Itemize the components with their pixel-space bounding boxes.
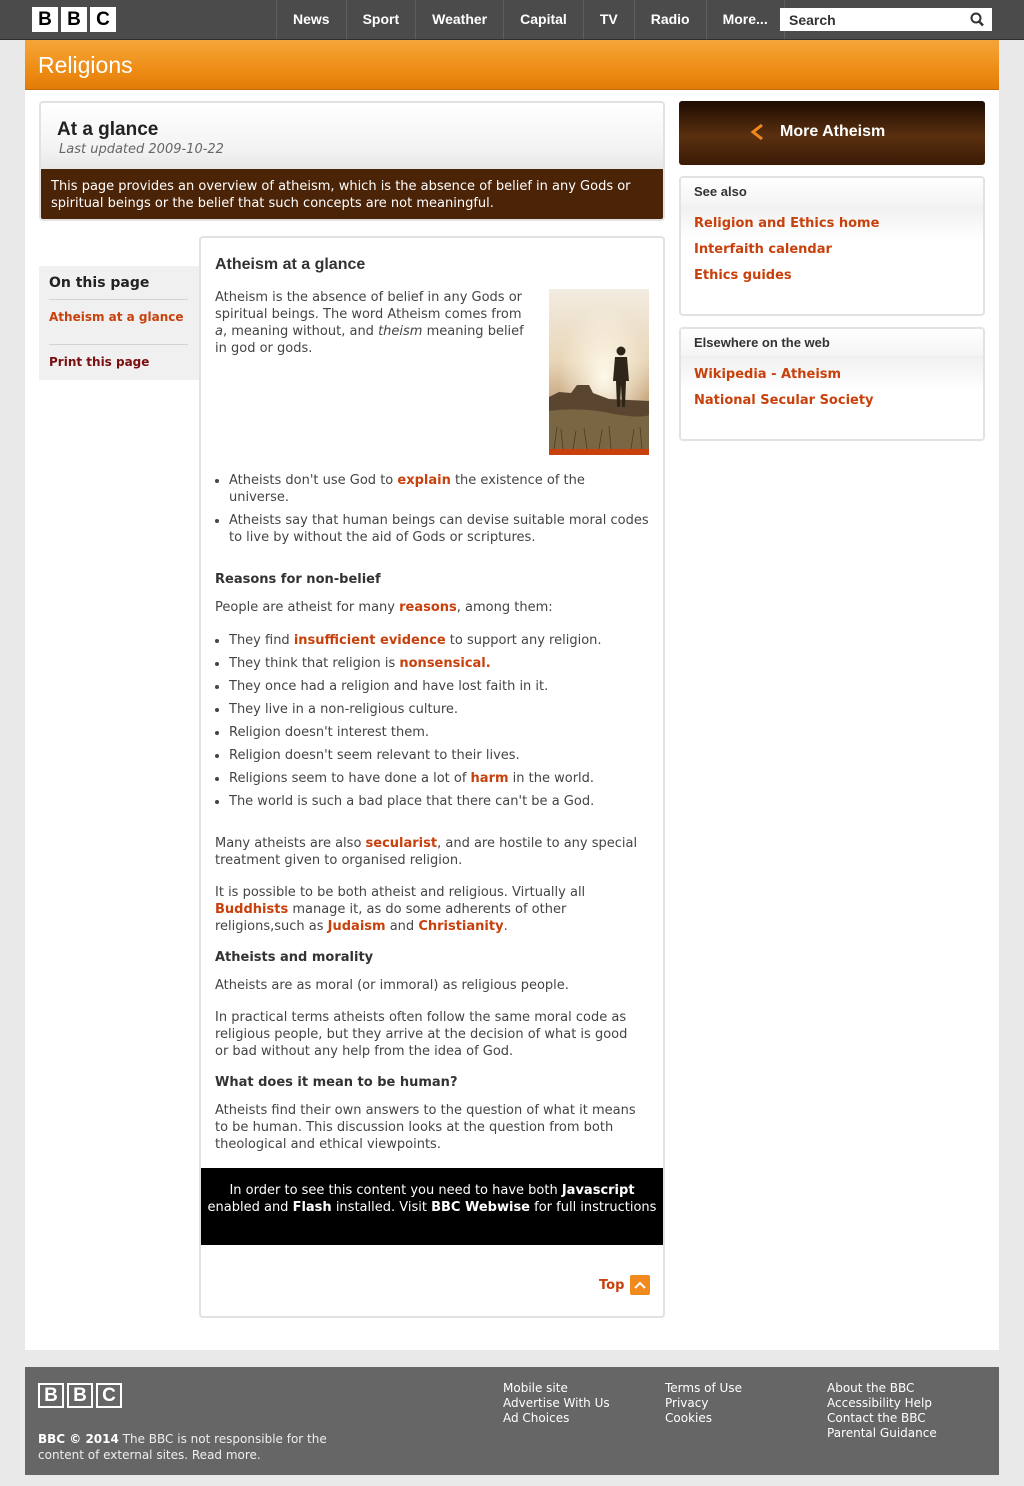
top-label: Top — [599, 1277, 625, 1293]
logo-letter: B — [61, 7, 87, 32]
religion-ethics-home-link[interactable]: Religion and Ethics home — [694, 216, 880, 231]
text: to support any religion. — [445, 633, 602, 648]
interfaith-calendar-link[interactable]: Interfaith calendar — [694, 242, 832, 257]
text: a — [215, 324, 223, 339]
footer-col-3 — [827, 1381, 937, 1441]
text: They find — [229, 633, 294, 648]
insufficient-evidence-link[interactable]: insufficient evidence — [293, 633, 446, 648]
section-title[interactable]: Religions — [38, 52, 133, 78]
list-item: • They once had a religion and have lost faith in it. — [229, 678, 649, 695]
national-secular-society-link[interactable]: National Secular Society — [694, 393, 874, 408]
footer-link[interactable]: Advertise With Us — [503, 1396, 610, 1410]
chevron-left-icon — [749, 123, 765, 141]
nav-news[interactable]: News — [277, 0, 347, 39]
logo-letter: B — [67, 1383, 93, 1408]
search-box — [780, 8, 992, 31]
judaism-link[interactable]: Judaism — [327, 919, 386, 934]
list-item: • Religion doesn't interest them. — [229, 724, 649, 741]
list-item — [229, 655, 649, 672]
text: Javascript — [561, 1183, 635, 1198]
footer-link[interactable]: Cookies — [665, 1411, 712, 1425]
footer-col-1 — [503, 1381, 610, 1426]
text: Flash — [292, 1200, 332, 1215]
nav-radio[interactable]: Radio — [635, 0, 707, 39]
see-also-title: See also — [681, 178, 983, 205]
elsewhere-links — [681, 356, 983, 409]
nonsensical-link[interactable]: nonsensical. — [399, 656, 491, 671]
list-item — [229, 770, 649, 787]
article-panel — [199, 236, 665, 1318]
text: and — [385, 919, 419, 934]
divider — [49, 344, 188, 345]
up-arrow-icon — [630, 1275, 650, 1295]
nav-link-atheism-at-a-glance[interactable]: Atheism at a glance — [49, 310, 184, 324]
logo-letter: B — [32, 7, 58, 32]
text: installed. Visit — [331, 1200, 432, 1215]
heading-morality: Atheists and morality — [215, 950, 374, 965]
elsewhere-box — [679, 327, 985, 441]
nav-capital[interactable]: Capital — [504, 0, 584, 39]
on-this-page-nav — [39, 266, 199, 380]
heading-human: What does it mean to be human? — [215, 1075, 458, 1090]
article-title: Atheism at a glance — [215, 256, 366, 273]
buddhists-link[interactable]: Buddhists — [215, 902, 289, 917]
secularist-link[interactable]: secularist — [365, 836, 438, 851]
footer-link[interactable]: Contact the BBC — [827, 1411, 926, 1425]
glance-header — [41, 103, 663, 169]
text: theism — [378, 324, 423, 339]
footer — [25, 1367, 999, 1475]
copyright — [38, 1431, 338, 1463]
practical-paragraph: In practical terms atheists often follow the same moral code as religious people, but they arrive at the decision of what is good or bad without any help from the idea of God. — [215, 1010, 628, 1059]
text: manage it, as do some adherents of other religions,such as — [215, 902, 567, 934]
glance-title: At a glance — [57, 119, 159, 140]
text: Atheists don't use God to — [229, 473, 398, 488]
text: Many atheists are also — [215, 836, 366, 851]
ethics-guides-link[interactable]: Ethics guides — [694, 268, 792, 283]
list-item: • Religion doesn't seem relevant to their lives. — [229, 747, 649, 764]
text: The BBC is not responsible for the content of external sites. Read more. — [38, 1432, 327, 1462]
see-also-box — [679, 176, 985, 316]
at-a-glance-panel — [39, 101, 665, 221]
top-bar — [0, 0, 1024, 40]
logo-letter: B — [38, 1383, 64, 1408]
divider — [49, 299, 188, 300]
text: In order to see this content you need to have both — [229, 1183, 562, 1198]
secularist-paragraph — [215, 835, 651, 869]
explain-link[interactable]: explain — [397, 473, 451, 488]
religious-atheist-paragraph — [215, 884, 595, 935]
moral-paragraph: Atheists are as moral (or immoral) as religious people. — [215, 978, 569, 993]
text: in the world. — [508, 771, 595, 786]
last-updated: Last updated 2009-10-22 — [59, 142, 224, 157]
nav-sport[interactable]: Sport — [347, 0, 417, 39]
atheism-photo — [549, 289, 649, 455]
text: the existence of the universe. — [229, 473, 585, 505]
summary-list — [229, 472, 649, 546]
webwise-link[interactable]: BBC Webwise — [431, 1200, 530, 1215]
footer-link[interactable]: Parental Guidance — [827, 1426, 937, 1440]
list-item: • Atheists say that human beings can devise suitable moral codes to live by without the aid of Gods or scriptures. — [229, 512, 649, 546]
search-icon[interactable] — [970, 12, 984, 27]
see-also-links — [681, 205, 983, 284]
wikipedia-atheism-link[interactable]: Wikipedia - Atheism — [694, 367, 842, 382]
logo-letter: C — [90, 7, 116, 32]
text: for full instructions — [530, 1200, 657, 1215]
footer-link[interactable]: Accessibility Help — [827, 1396, 933, 1410]
section-banner — [25, 40, 999, 90]
more-atheism-label: More Atheism — [780, 123, 886, 140]
flash-notice — [201, 1168, 663, 1245]
list-item: • The world is such a bad place that there can't be a God. — [229, 793, 649, 810]
reasons-list — [229, 632, 649, 810]
list-item: • They live in a non-religious culture. — [229, 701, 649, 718]
footer-link[interactable]: Ad Choices — [503, 1411, 570, 1425]
footer-link[interactable]: Privacy — [665, 1396, 709, 1410]
footer-link[interactable]: Terms of Use — [665, 1381, 742, 1395]
list-item — [229, 472, 649, 506]
christianity-link[interactable]: Christianity — [418, 919, 504, 934]
print-page-link[interactable]: Print this page — [49, 355, 150, 369]
elsewhere-title: Elsewhere on the web — [681, 329, 983, 356]
more-atheism-button[interactable] — [679, 101, 985, 165]
human-paragraph: Atheists find their own answers to the question of what it means to be human. This discussion looks at the question from both theological and ethical viewpoints. — [215, 1103, 636, 1152]
search-input[interactable] — [780, 12, 960, 28]
nav-tv[interactable]: TV — [584, 0, 635, 39]
text: , among them: — [456, 600, 553, 615]
heading-reasons: Reasons for non-belief — [215, 572, 381, 587]
list-item — [229, 632, 649, 649]
footer-link[interactable]: Mobile site — [503, 1381, 568, 1395]
text: meaning belief in god or gods. — [215, 324, 524, 356]
reasons-link[interactable]: reasons — [399, 600, 457, 615]
on-this-page-title: On this page — [49, 275, 150, 291]
footer-link[interactable]: About the BBC — [827, 1381, 915, 1395]
glance-description: This page provides an overview of atheism, which is the absence of belief in any Gods or spiritual beings or the belief that such concepts are not meaningful. — [41, 169, 663, 221]
text: Atheism is the absence of belief in any Gods or spiritual beings. The word Atheism comes from — [215, 290, 523, 322]
bbc-logo[interactable] — [32, 7, 116, 32]
main-content — [25, 90, 999, 1350]
text: BBC © 2014 — [38, 1432, 119, 1446]
text: It is possible to be both atheist and religious. Virtually all — [215, 885, 586, 900]
text: . — [503, 919, 508, 934]
text: People are atheist for many — [215, 600, 400, 615]
nav-more[interactable]: More... — [707, 0, 785, 39]
text: They think that religion is — [229, 656, 400, 671]
reasons-intro — [215, 599, 651, 616]
harm-link[interactable]: harm — [470, 771, 509, 786]
text: , and are hostile to any special treatment given to organised religion. — [215, 836, 638, 868]
main-nav — [276, 0, 785, 39]
logo-letter: C — [96, 1383, 122, 1408]
footer-col-2 — [665, 1381, 742, 1426]
intro-paragraph — [215, 289, 535, 357]
nav-weather[interactable]: Weather — [416, 0, 504, 39]
footer-bbc-logo[interactable] — [38, 1383, 122, 1408]
text: enabled and — [207, 1200, 293, 1215]
text: Religions seem to have done a lot of — [229, 771, 471, 786]
text: , meaning without, and — [222, 324, 379, 339]
back-to-top-link[interactable] — [599, 1275, 650, 1295]
